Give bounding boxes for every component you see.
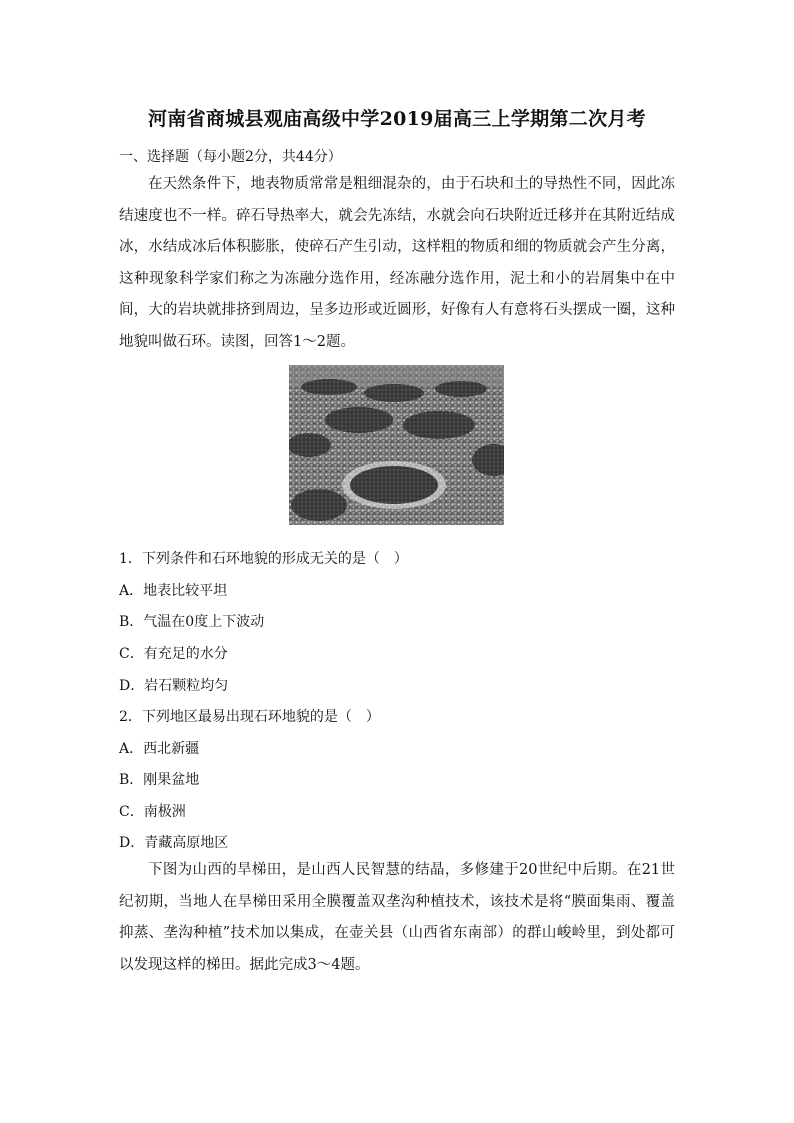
question-2-option-c: C．南极洲 xyxy=(119,804,186,820)
stone-ring-photo xyxy=(289,365,504,525)
question-1-option-d: D．岩石颗粒均匀 xyxy=(119,678,229,694)
question-2-option-a: A．西北新疆 xyxy=(119,741,200,757)
passage-stone-ring: 在天然条件下，地表物质常常是粗细混杂的，由于石块和土的导热性不同，因此冻结速度也不一样。碎石导热率大，就会先冻结，水就会向石块附近迁移并在其附近结成冰，水结成冰后体积膨胀，使碎石产生引动，这样粗的物质和细的物质就会产生分离，这种现象科学家们称之为冻融分选作用，经冻融分选作用，泥土和小的岩屑集中在中间，大的岩块就排挤到周边，呈多边形或近圆形，好像有人有意将石头摆成一圈，这种地貌叫做石环。读图，回答1～2题。 xyxy=(119,176,675,350)
question-1-option-b: B．气温在0度上下波动 xyxy=(119,614,265,630)
question-2-stem: 2．下列地区最易出现石环地貌的是（ ） xyxy=(119,709,380,725)
section-heading: 一、选择题（每小题2分，共44分） xyxy=(119,149,342,165)
question-1-stem: 1．下列条件和石环地貌的形成无关的是（ ） xyxy=(119,551,408,567)
passage-terraces: 下图为山西的旱梯田，是山西人民智慧的结晶，多修建于20世纪中后期。在21世纪初期，当地人在旱梯田采用全膜覆盖双垄沟种植技术，该技术是将“膜面集雨、覆盖抑蒸、垄沟种植”技术加以集成，在壶关县（山西省东南部）的群山峻岭里，到处都可以发现这样的梯田。据此完成3～4题。 xyxy=(119,862,675,973)
question-1-option-a: A．地表比较平坦 xyxy=(119,583,228,599)
question-2-option-d: D．青藏高原地区 xyxy=(119,835,229,851)
question-1-option-c: C．有充足的水分 xyxy=(119,646,228,662)
page-title: 河南省商城县观庙高级中学2019届高三上学期第二次月考 xyxy=(148,108,646,130)
question-2-option-b: B．刚果盆地 xyxy=(119,772,200,788)
